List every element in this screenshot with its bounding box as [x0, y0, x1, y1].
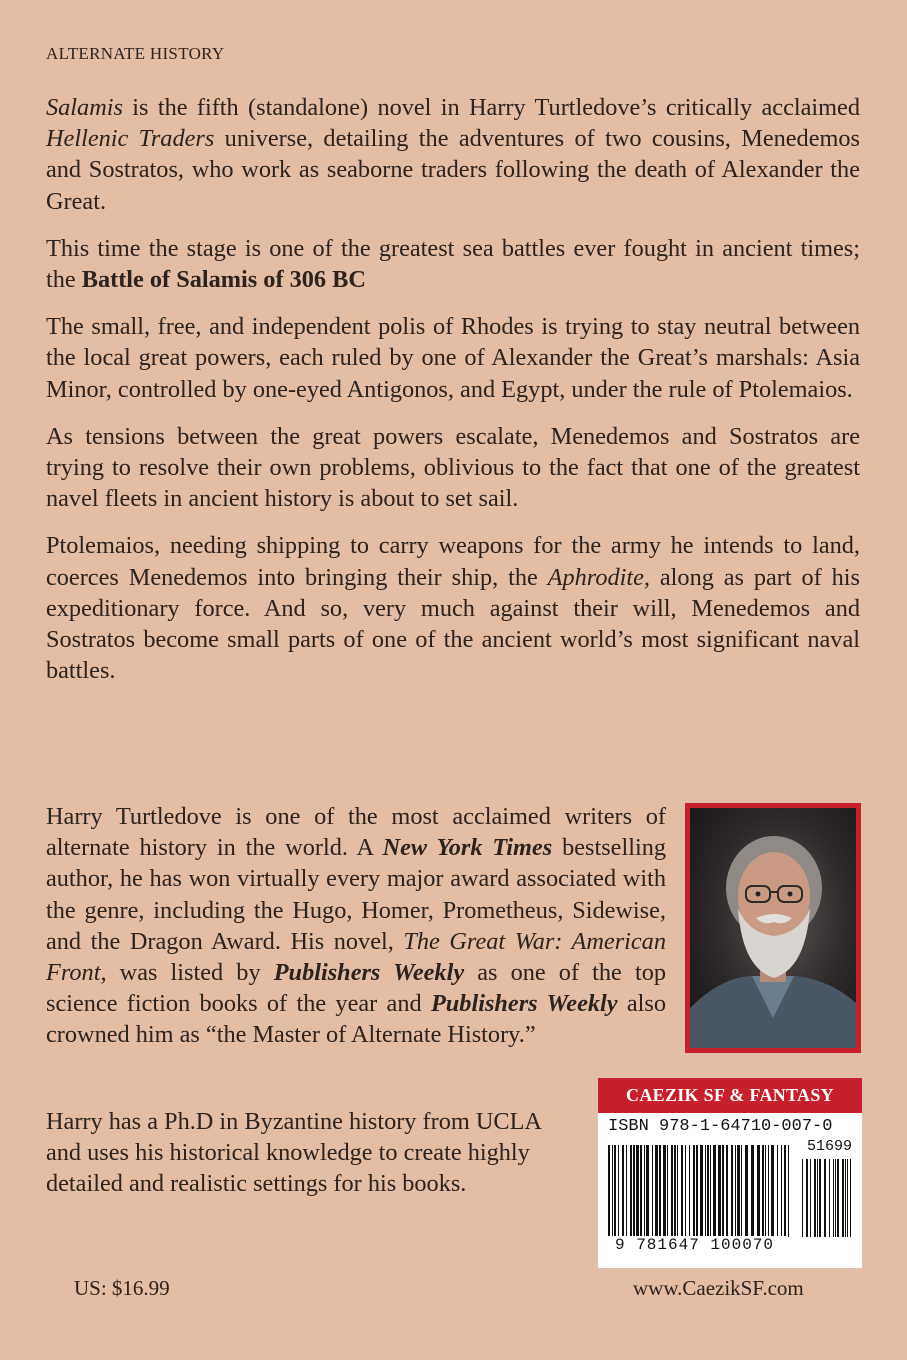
price-addon-code: 51699 [806, 1138, 852, 1155]
isbn-text: ISBN 978-1-64710-007-0 [608, 1117, 833, 1136]
blurb-paragraph-4: As tensions between the great powers escalate, Menedemos and Sostratos are trying to resolve their own problems, oblivious to the fact that one of the greatest navel fleets in ancient history is about to set sail. [46, 422, 860, 513]
blurb-paragraph-1: Salamis is the fifth (standalone) novel in Harry Turtledove’s critically acclaimed Hellenic Traders universe, detailing the adventures of two cousins, Menedemos and Sostratos, who work as seaborne traders following the death of Alexander the Great. [46, 94, 860, 215]
bio-paragraph-2: Harry has a Ph.D in Byzantine history from UCLA and uses his historical knowledge to create highly detailed and realistic settings for his books. [46, 1108, 541, 1198]
blurb-paragraph-2: This time the stage is one of the greatest sea battles ever fought in ancient times; the Battle of Salamis of 306 BC [46, 234, 860, 294]
genre-label: ALTERNATE HISTORY [46, 44, 225, 63]
author-photo [685, 803, 861, 1053]
nyt-mention: New York Times [382, 834, 553, 862]
battle-name: Battle of Salamis of 306 BC [81, 266, 366, 294]
blurb-paragraph-3: The small, free, and independent polis of Rhodes is trying to stay neutral between the local great powers, each ruled by one of Alexander the Great’s marshals: Asia Minor, controlled by one-eyed Antigonos, and Egypt, under the rule of Ptolemaios. [46, 313, 860, 403]
book-title: Salamis [46, 94, 123, 121]
book-blurb [46, 92, 860, 702]
ship-name: Aphrodite, [547, 563, 651, 591]
novel-title: The Great War: American Front [46, 927, 666, 987]
author-bio [46, 801, 666, 1067]
price: US: $16.99 [74, 1276, 170, 1300]
bio-paragraph-1: Harry Turtledove is one of the most acclaimed writers of alternate history in the world. A New York Times bestselling author, he has won virtually every major award associated with the genre, including the Hugo, Homer, Prometheus, Sidewise, and the Dragon Award. His novel, The Great War: American Front, was listed by Publishers Weekly as one of the top science fiction books of the year and Publishers Weekly also crowned him as “the Master of Alternate History.” [46, 803, 666, 1049]
series-name: Hellenic Traders [46, 125, 215, 153]
publishers-weekly-1: Publishers Weekly [273, 959, 465, 987]
publisher-label: CAEZIK SF & FANTASY [598, 1078, 862, 1113]
barcode-box [597, 1077, 863, 1269]
publishers-weekly-2: Publishers Weekly [430, 990, 618, 1018]
blurb-paragraph-5: Ptolemaios, needing shipping to carry weapons for the army he intends to land, coerces Menedemos into bringing their ship, the Aphrodite, along as part of his expeditionary force. And so, very much against their will, Menedemos and Sostratos become small parts of one of the ancient world’s most significant naval battles. [46, 532, 860, 685]
author-portrait-icon [690, 808, 856, 1048]
barcode-icon [606, 1145, 856, 1241]
publisher-website: www.CaezikSF.com [633, 1276, 804, 1300]
ean-number: 9 781647 100070 [602, 1236, 787, 1254]
